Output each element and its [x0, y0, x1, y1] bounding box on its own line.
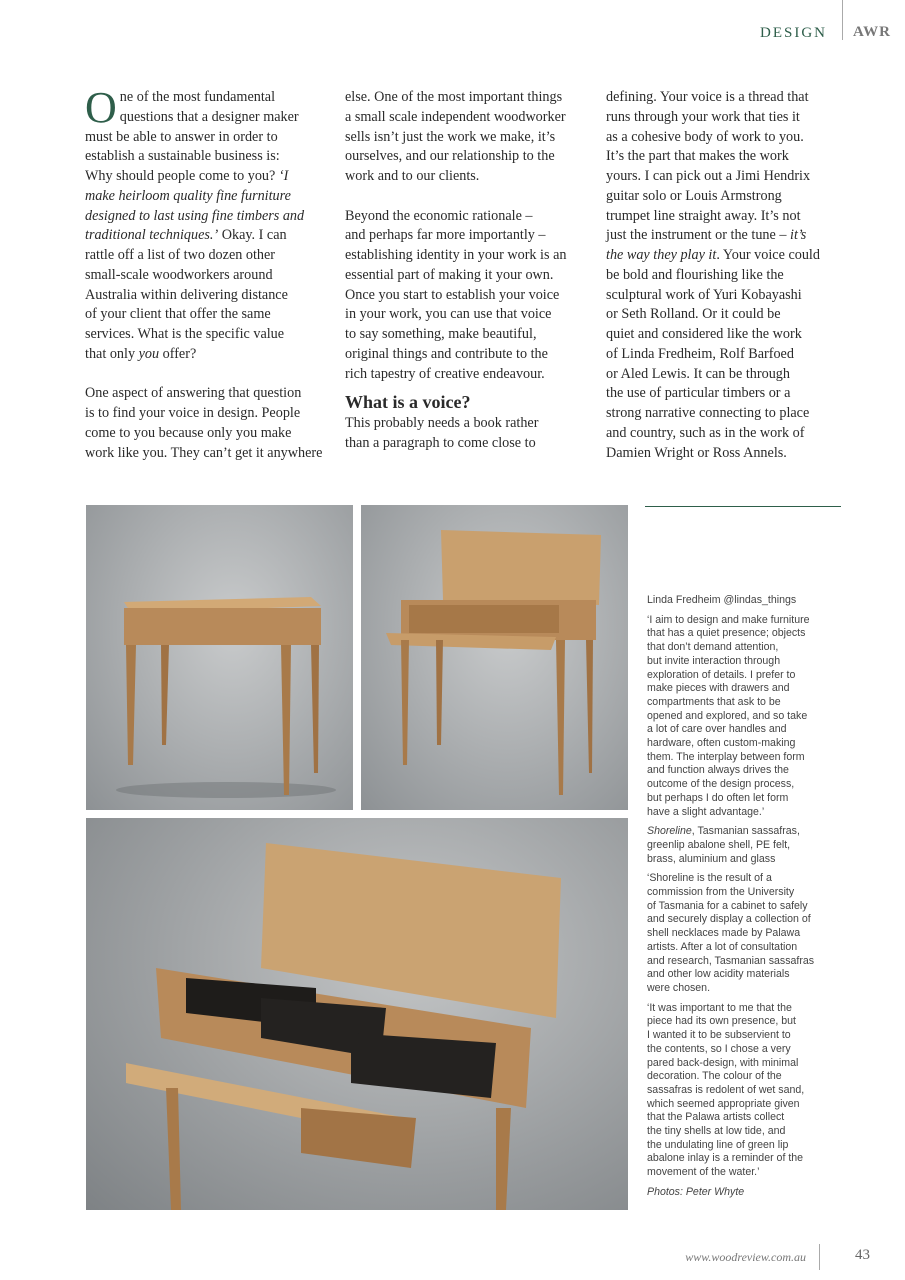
section-label: DESIGN — [760, 25, 827, 41]
caption-line: them. The interplay between form — [647, 750, 805, 763]
text-line: quiet and considered like the work — [606, 326, 802, 342]
text-line: small-scale woodworkers around — [85, 266, 273, 283]
text-line: rattle off a list of two dozen other — [85, 247, 276, 263]
photo-caption — [647, 594, 837, 1206]
italic-text: it’s — [790, 227, 807, 244]
drop-cap: O — [85, 83, 117, 132]
italic-text: make heirloom quality fine furniture — [85, 187, 291, 204]
paragraph-gap — [85, 365, 325, 385]
caption-line: that don’t demand attention, — [647, 641, 779, 654]
text-line: strong narrative connecting to place — [606, 405, 810, 421]
text-line — [606, 246, 836, 266]
article-column-2 — [345, 88, 585, 454]
photo-closed-cabinet — [86, 505, 353, 810]
divider — [842, 0, 843, 40]
caption-line: movement of the water.’ — [647, 1166, 760, 1179]
italic-text: traditional techniques.’ — [85, 227, 219, 244]
text-line: in your work, you can use that voice — [345, 306, 552, 323]
magazine-logo: AWR — [852, 24, 891, 40]
text-run: that only — [85, 345, 139, 362]
furniture-illustration — [86, 505, 353, 810]
caption-line: the tiny shells at low tide, and — [647, 1125, 786, 1138]
text-line: Beyond the economic rationale – — [345, 207, 533, 224]
caption-materials — [647, 825, 837, 866]
text-line: defining. Your voice is a thread that — [606, 89, 809, 105]
caption-line: , Tasmanian sassafras, — [691, 825, 800, 838]
caption-credit: Linda Fredheim @lindas_things — [647, 594, 797, 606]
divider — [819, 1244, 820, 1270]
text-line: or Seth Rolland. Or it could be — [606, 306, 781, 323]
caption-line: abalone inlay is a reminder of the — [647, 1152, 804, 1165]
caption-rule — [645, 506, 841, 507]
caption-line: ‘Shoreline is the result of a — [647, 872, 772, 885]
caption-quote-3 — [647, 1002, 837, 1180]
caption-line: exploration of details. I prefer to — [647, 668, 796, 681]
text-line: establish a sustainable business is: — [85, 148, 280, 165]
text-line: original things and contribute to the — [345, 345, 548, 362]
text-line: This probably needs a book rather — [345, 415, 539, 432]
text-line: establishing identity in your work is an — [345, 247, 567, 263]
photo-shoreline-cabinet-detail — [86, 818, 628, 1210]
italic-text: designed to last using fine timbers and — [85, 207, 305, 224]
text-line: Damien Wright or Ross Annels. — [606, 444, 787, 461]
caption-line: a lot of care over handles and — [647, 723, 787, 736]
text-line: of Linda Fredheim, Rolf Barfoed — [606, 345, 794, 362]
text-line — [85, 226, 325, 246]
photo-credit: Photos: Peter Whyte — [647, 1185, 745, 1198]
text-line: Once you start to establish your voice — [345, 286, 560, 303]
text-line: It’s the part that makes the work — [606, 148, 789, 165]
caption-line: make pieces with drawers and — [647, 682, 790, 695]
furniture-illustration — [86, 818, 628, 1210]
caption-line: opened and explored, and so take — [647, 709, 808, 722]
text-run: offer? — [159, 345, 197, 362]
caption-line: the undulating line of green lip — [647, 1138, 789, 1151]
caption-line: that the Palawa artists collect — [647, 1111, 785, 1124]
text-line: guitar solo or Louis Armstrong — [606, 187, 782, 204]
text-line: essential part of making it your own. — [345, 266, 554, 283]
caption-line: compartments that ask to be — [647, 695, 781, 708]
text-line: as a cohesive body of work to you. — [606, 128, 804, 145]
italic-text: ‘I — [278, 168, 289, 184]
caption-line: which seemed appropriate given — [647, 1097, 800, 1110]
caption-line: greenlip abalone shell, PE felt, — [647, 838, 791, 851]
caption-line: hardware, often custom-making — [647, 737, 796, 750]
text-line: the use of particular timbers or a — [606, 385, 791, 402]
text-line: is to find your voice in design. People — [85, 405, 301, 421]
text-line — [85, 345, 325, 365]
caption-line: piece had its own presence, but — [647, 1015, 796, 1028]
caption-line: shell necklaces made by Palawa — [647, 927, 801, 940]
text-line: ne of the most fundamental — [119, 89, 276, 105]
text-run: Okay. I can — [218, 227, 287, 244]
caption-quote-2 — [647, 872, 837, 995]
text-line: must be able to answer in order to — [85, 128, 278, 145]
text-line: runs through your work that ties it — [606, 108, 800, 125]
text-line: Australia within delivering distance — [85, 286, 288, 303]
italic-text: you — [138, 345, 160, 362]
text-line: than a paragraph to come close to — [345, 435, 536, 451]
text-line — [85, 187, 325, 207]
caption-line: and function always drives the — [647, 764, 789, 777]
caption-line: but perhaps I do often let form — [647, 791, 789, 804]
text-line: else. One of the most important things — [345, 89, 563, 105]
caption-line: that has a quiet presence; objects — [647, 627, 806, 640]
page-number: 43 — [855, 1247, 870, 1263]
text-line: work like you. They can’t get it anywhere — [85, 444, 323, 461]
caption-line: I wanted it to be subservient to — [647, 1029, 791, 1042]
text-line — [85, 207, 325, 227]
text-run: Why should people come to you? — [85, 168, 279, 184]
article-column-3 — [606, 88, 836, 463]
caption-line: of Tasmania for a cabinet to safely — [647, 899, 808, 912]
caption-line: were chosen. — [647, 981, 711, 994]
text-line: come to you because only you make — [85, 424, 292, 441]
text-line: and perhaps far more importantly – — [345, 227, 546, 244]
text-line: questions that a designer maker — [119, 108, 299, 125]
photo-open-cabinet — [361, 505, 628, 810]
text-line: services. What is the specific value — [85, 326, 285, 342]
caption-line: brass, aluminium and glass — [647, 852, 776, 865]
caption-line: and research, Tasmanian sassafras — [647, 954, 815, 967]
caption-title: Shoreline — [647, 825, 692, 838]
text-line: or Aled Lewis. It can be through — [606, 365, 790, 382]
caption-line: artists. After a lot of consultation — [647, 940, 798, 953]
article-column-1 — [85, 83, 325, 463]
text-line: ourselves, and our relationship to the — [345, 148, 555, 165]
text-run: . Your voice could — [716, 247, 820, 263]
text-line: sells isn’t just the work we make, it’s — [345, 128, 556, 145]
text-line: of your client that offer the same — [85, 306, 271, 323]
caption-quote-1 — [647, 614, 837, 820]
caption-line: the contents, so I chose a very — [647, 1042, 791, 1055]
italic-text: the way they play it — [606, 247, 717, 263]
caption-line: ‘It was important to me that the — [647, 1001, 792, 1014]
caption-line: pared back-design, with minimal — [647, 1056, 799, 1069]
furniture-illustration — [361, 505, 628, 810]
text-line: rich tapestry of creative endeavour. — [345, 365, 545, 382]
caption-line: ‘I aim to design and make furniture — [647, 613, 810, 626]
paragraph-gap — [345, 187, 585, 207]
text-line: trumpet line straight away. It’s not — [606, 207, 801, 224]
text-line — [85, 167, 325, 187]
website-url: www.woodreview.com.au — [685, 1250, 806, 1264]
caption-line: outcome of the design process, — [647, 778, 795, 791]
caption-line: commission from the University — [647, 886, 795, 899]
text-line: be bold and flourishing like the — [606, 266, 784, 283]
caption-line: sassafras is redolent of wet sand, — [647, 1083, 805, 1096]
caption-line: decoration. The colour of the — [647, 1070, 782, 1083]
text-line: sculptural work of Yuri Kobayashi — [606, 286, 802, 303]
text-line: yours. I can pick out a Jimi Hendrix — [606, 168, 811, 184]
text-line: work and to our clients. — [345, 168, 480, 184]
caption-line: but invite interaction through — [647, 654, 781, 667]
text-line: a small scale independent woodworker — [345, 108, 566, 125]
text-line: and country, such as in the work of — [606, 424, 805, 441]
text-line: One aspect of answering that question — [85, 385, 302, 402]
subheading: What is a voice? — [345, 392, 471, 413]
caption-line: and securely display a collection of — [647, 913, 811, 926]
text-line — [606, 226, 836, 246]
caption-line: have a slight advantage.’ — [647, 805, 765, 818]
caption-line: and other low acidity materials — [647, 968, 790, 981]
text-line: to say something, make beautiful, — [345, 326, 537, 342]
text-run: just the instrument or the tune – — [606, 227, 791, 244]
